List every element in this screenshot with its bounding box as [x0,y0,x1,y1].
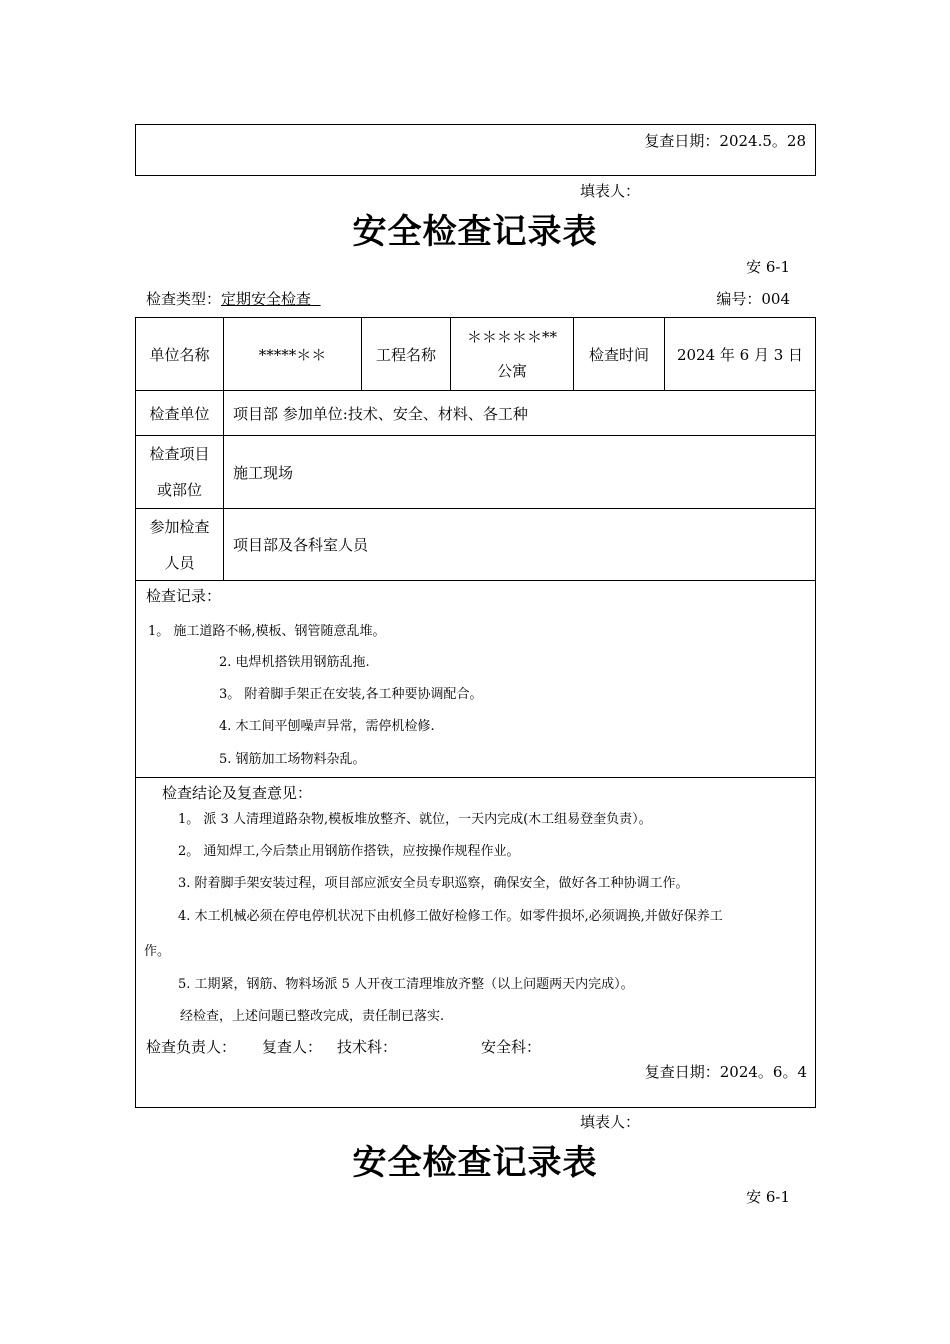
check-item-value: 施工现场 [233,463,294,482]
conclusion-item-4-cont: 作。 [144,944,171,959]
form-number: 编号：004 [716,290,790,308]
sign-leader: 检查负责人： [146,1038,237,1056]
record-item-3: 3。 附着脚手架正在安装,各工种要协调配合。 [219,687,483,702]
check-type-label [146,288,321,309]
check-item-label [136,436,223,508]
conclusion-item-3: 3. 附着脚手架安装过程，项目部应派安全员专职巡察，确保安全，做好各工种协调工作。 [178,876,689,891]
check-type-value: 定期安全检查 [221,290,312,308]
page-title-2: 安全检查记录表 [352,1143,598,1183]
project-name-value-line2: 公寓 [496,362,527,380]
filler-label-1: 填表人： [580,182,641,200]
project-name-value [451,318,573,390]
project-name-value-line1: ＊＊＊＊＊** [466,328,557,346]
participants-label-line2: 人员 [164,553,195,572]
recheck-date: 复查日期：2024。6。4 [644,1063,807,1081]
check-time-label: 检查时间 [588,345,649,364]
participants-label-line1: 参加检查 [149,517,210,536]
check-time-value: 2024 年 6 月 3 日 [676,345,804,364]
check-unit-label: 检查单位 [149,404,210,423]
sign-rechecker: 复查人： [262,1038,323,1056]
form-code-2: 安 6-1 [746,1188,790,1206]
record-item-2: 2. 电焊机搭铁用钢筋乱拖. [219,655,370,670]
filler-label-2: 填表人： [580,1113,641,1131]
unit-name-value: *****＊＊ [258,345,327,364]
unit-name-label: 单位名称 [149,345,210,364]
check-type-label-text: 检查类型： [146,290,222,308]
sign-safety: 安全科： [481,1038,542,1056]
record-item-1: 1。 施工道路不畅,模板、钢管随意乱堆。 [148,624,386,639]
conclusion-summary: 经检查，上述问题已整改完成，责任制已落实. [180,1009,445,1024]
check-unit-value: 项目部 参加单位:技术、安全、材料、各工种 [233,404,528,423]
record-item-4: 4. 木工间平刨噪声异常，需停机检修. [219,719,435,734]
form-code-1: 安 6-1 [746,258,790,276]
top-recheck-date: 复查日期：2024.5。28 [644,132,806,150]
project-name-label: 工程名称 [375,345,436,364]
check-item-label-line1: 检查项目 [149,445,210,463]
conclusion-item-4: 4. 木工机械必须在停电停机状况下由机修工做好检修工作。如零件损坏,必须调换,并做好保养工 [178,909,723,924]
conclusion-item-1: 1。 派 3 人清理道路杂物,模板堆放整齐、就位，一天内完成(木工组易登奎负责）。 [178,812,652,827]
record-heading: 检查记录： [146,587,222,605]
participants-label [136,509,223,580]
participants-value: 项目部及各科室人员 [233,536,369,554]
top-box [135,124,816,176]
inspection-table [135,317,816,1108]
conclusion-item-5: 5. 工期紧，钢筋、物料场派 5 人开夜工清理堆放齐整（以上问题两天内完成）。 [178,977,634,992]
conclusion-item-2: 2。 通知焊工,今后禁止用钢筋作搭铁，应按操作规程作业。 [178,844,520,859]
sign-tech: 技术科： [337,1038,398,1056]
record-item-5: 5. 钢筋加工场物料杂乱。 [219,752,366,767]
check-item-label-line2: 或部位 [156,481,202,499]
page-title-1: 安全检查记录表 [352,212,598,252]
conclusion-heading: 检查结论及复查意见： [162,784,313,802]
